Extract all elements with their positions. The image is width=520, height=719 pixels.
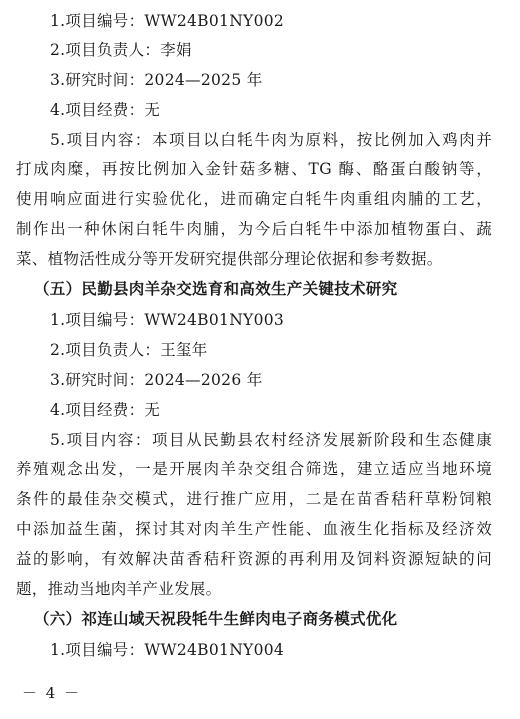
project-content-line: 制作出一种休闲白牦牛肉脯，为今后白牦牛中添加植物蛋白、蔬 xyxy=(16,220,492,238)
project-funding: 4.项目经费：无 xyxy=(50,101,161,119)
project-code: 1.项目编号：WW24B01NY004 xyxy=(50,641,285,659)
project-content-line: 题，推动当地肉羊产业发展。 xyxy=(16,580,222,598)
project-code: 1.项目编号：WW24B01NY003 xyxy=(50,311,285,329)
project-leader: 2.项目负责人：李娟 xyxy=(50,41,192,59)
project-content-line: 益的影响，有效解决苗香秸秆资源的再利用及饲料资源短缺的问 xyxy=(16,550,492,568)
project-code: 1.项目编号：WW24B01NY002 xyxy=(50,12,285,30)
project-period: 3.研究时间：2024—2025 年 xyxy=(50,71,263,89)
page-number: － 4 － xyxy=(22,684,82,702)
project-content-line: 打成肉糜，再按比例加入金针菇多糖、TG 酶、酪蛋白酸钠等， xyxy=(16,160,492,178)
section-heading: （六）祁连山域天祝段牦牛生鲜肉电子商务模式优化 xyxy=(34,609,398,628)
project-content-line: 中添加益生菌，探讨其对肉羊生产性能、血液生化指标及经济效 xyxy=(16,520,492,538)
project-content-line: 菜、植物活性成分等开发研究提供部分理论依据和参考数据。 xyxy=(16,250,443,268)
project-funding: 4.项目经费：无 xyxy=(50,401,161,419)
project-period: 3.研究时间：2024—2026 年 xyxy=(50,371,263,389)
project-content-line: 5.项目内容：本项目以白牦牛肉为原料，按比例加入鸡肉并 xyxy=(50,131,492,149)
project-content-line: 条件的最佳杂交模式，进行推广应用，二是在苗香秸秆草粉饲粮 xyxy=(16,490,492,508)
section-heading: （五）民勤县肉羊杂交选育和高效生产关键技术研究 xyxy=(34,279,398,298)
project-content-line: 养殖观念出发，一是开展肉羊杂交组合筛选，建立适应当地环境 xyxy=(16,460,492,478)
project-content-line: 使用响应面进行实验优化，进而确定白牦牛肉重组肉脯的工艺， xyxy=(16,190,492,208)
project-leader: 2.项目负责人：王玺年 xyxy=(50,341,208,359)
project-content-line: 5.项目内容：项目从民勤县农村经济发展新阶段和生态健康 xyxy=(50,431,492,449)
